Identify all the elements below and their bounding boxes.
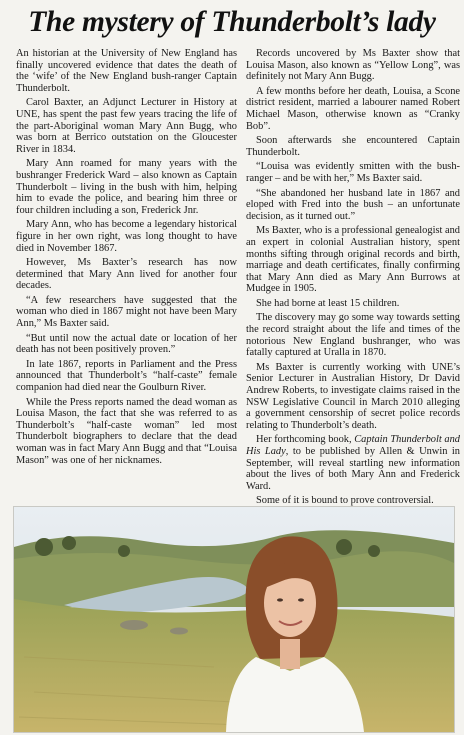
paragraph: Mary Ann, who has become a legendary historical figure in her own right, was long thought to have died in November 1867. bbox=[16, 219, 237, 254]
paragraph: In late 1867, reports in Parliament and the Press announced that Thunderbolt’s “half-caste” female companion had died near the Goulburn River. bbox=[16, 358, 237, 394]
book-text-before: Her forthcoming book, bbox=[256, 434, 355, 446]
right-column bbox=[246, 48, 460, 510]
paragraph: An historian at the University of New England has finally uncovered evidence that dates the death of the ‘wife’ of the New England bush-ranger Captain Thunderbolt. bbox=[16, 48, 237, 94]
paragraph: However, Ms Baxter’s research has now determined that Mary Ann lived for another four decades. bbox=[16, 257, 237, 292]
paragraph: Ms Baxter, who is a professional genealogist and an expert in colonial Australian history, spent months sifting through original records and birth, marriage and death certificates, finally confirming that Mary Ann died as Mary Ann Burrows at Mudgee in 1905. bbox=[246, 225, 460, 295]
photo-illustration bbox=[14, 507, 454, 732]
paragraph: Ms Baxter is currently working with UNE’s Senior Lecturer in Australian History, Dr David Andrew Roberts, to investigate claims raised in the NSW Legislative Council in March 2010 alleging a government censorship of secret police records relating to Thunderbolt’s death. bbox=[246, 361, 460, 431]
paragraph: Records uncovered by Ms Baxter show that Louisa Mason, also known as “Yellow Long”, was definitely not Mary Ann Bugg. bbox=[246, 48, 460, 83]
left-column bbox=[16, 48, 237, 469]
paragraph: “She abandoned her husband late in 1867 and eloped with Fred into the bush – an unfortunate decision, as it turned out.” bbox=[246, 187, 460, 222]
paragraph: The discovery may go some way towards setting the record straight about the life and times of the notorious New England bushranger, who was fatally captured at Uralla in 1870. bbox=[246, 312, 460, 359]
paragraph: Soon afterwards she encountered Captain Thunderbolt. bbox=[246, 135, 460, 158]
book-paragraph bbox=[246, 434, 460, 492]
paragraph: “But until now the actual date or location of her death has not been positively proven.” bbox=[16, 332, 237, 356]
closing-paragraph: Some of it is bound to prove controversial. bbox=[256, 495, 434, 507]
paragraph: “Louisa was evidently smitten with the bush-ranger – and be with her,” Ms Baxter said. bbox=[246, 161, 460, 184]
paragraph: While the Press reports named the dead woman as Louisa Mason, the fact that she was referred to as Thunderbolt’s “half-caste woman” led most Thunderbolt biographers to declare that the dead woman was in fact Mary Ann Bugg and that “Louisa Mason” was one of her nicknames. bbox=[16, 396, 237, 466]
paragraph: Carol Baxter, an Adjunct Lecturer in History at UNE, has spent the past few years tracing the life of the part-Aboriginal woman Mary Ann Bugg, who was born at Berrico outstation on the Gloucester River in 1834. bbox=[16, 97, 237, 155]
book-title: Captain Thunderbolt and His Lady bbox=[246, 434, 460, 457]
article-headline: The mystery of Thunderbolt’s lady bbox=[28, 6, 436, 38]
article-photo bbox=[13, 506, 455, 733]
paragraph: “A few researchers have suggested that the woman who died in 1867 might not have been Mary Ann,” Ms Baxter said. bbox=[16, 294, 237, 330]
paragraph: A few months before her death, Louisa, a Scone district resident, married a labourer named Robert Michael Mason, otherwise known as “Cranky Bob”. bbox=[246, 85, 460, 132]
paragraph: Mary Ann roamed for many years with the bushranger Frederick Ward – also known as Captain Thunderbolt – living in the bush with him, helping him to evade the police, and bearing him three or four children including a son, Frederick Jnr. bbox=[16, 158, 237, 216]
book-text-after: , to be published by Allen & Unwin in September, will reveal startling new information about the lives of both Mary Ann and Frederick Ward. bbox=[246, 446, 460, 492]
paragraph: She had borne at least 15 children. bbox=[256, 297, 400, 309]
